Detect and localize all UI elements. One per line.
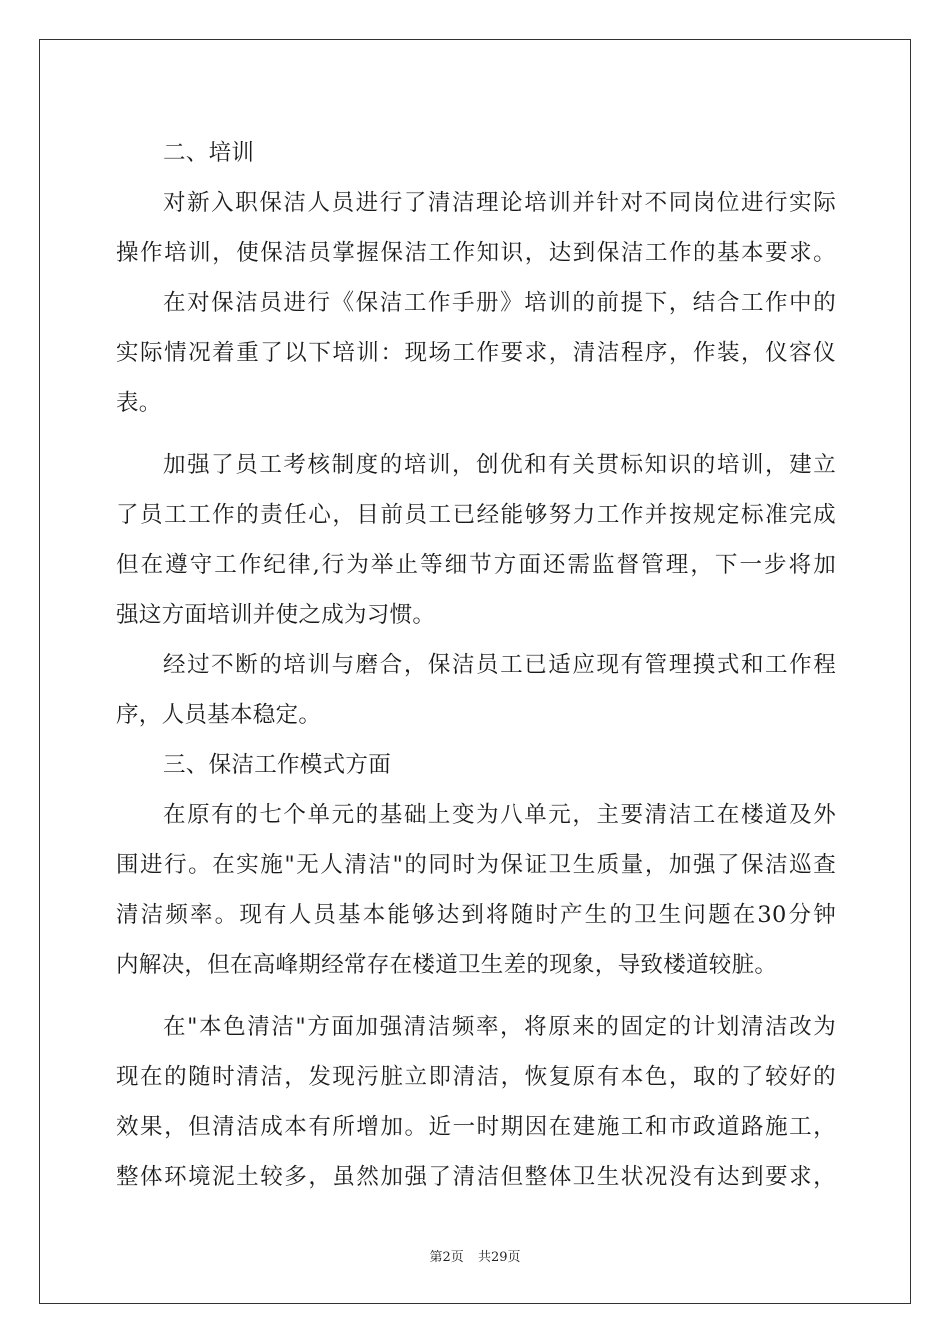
text-line: 内解决，但在高峰期经常存在楼道卫生差的现象，导致楼道较脏。	[116, 952, 778, 978]
paragraph	[116, 278, 836, 428]
text-line: 但在遵守工作纪律,行为举止等细节方面还需监督管理，下一步将加	[116, 552, 836, 578]
text-line: 效果，但清洁成本有所增加。近一时期因在建施工和市政道路施工，	[116, 1114, 836, 1140]
text-line: 在原有的七个单元的基础上变为八单元，主要清洁工在楼道及外	[163, 802, 836, 828]
text-line: 经过不断的培训与磨合，保洁员工已适应现有管理摸式和工作程	[163, 652, 836, 678]
document-body	[116, 128, 836, 1202]
text-line: 围进行。在实施"无人清洁"的同时为保证卫生质量，加强了保洁巡查	[116, 852, 836, 878]
text-line: 在"本色清洁"方面加强清洁频率，将原来的固定的计划清洁改为	[163, 1014, 836, 1040]
text-line: 二、培训	[163, 140, 255, 166]
text-line: 加强了员工考核制度的培训，创优和有关贯标知识的培训，建立	[163, 452, 836, 478]
text-line: 整体环境泥土较多，虽然加强了清洁但整体卫生状况没有达到要求，	[116, 1164, 836, 1190]
text-line: 操作培训，使保洁员掌握保洁工作知识，达到保洁工作的基本要求。	[116, 240, 836, 266]
section-heading	[116, 740, 836, 790]
text-line: 现在的随时清洁，发现污脏立即清洁，恢复原有本色，取的了较好的	[116, 1064, 836, 1090]
paragraph	[116, 440, 836, 640]
total-pages: 共29页	[477, 1250, 521, 1265]
text-line: 在对保洁员进行《保洁工作手册》培训的前提下，结合工作中的	[163, 290, 836, 316]
paragraph	[116, 790, 836, 990]
page-footer	[0, 1246, 950, 1265]
text-line: 表。	[116, 390, 162, 416]
text-line: 清洁频率。现有人员基本能够达到将随时产生的卫生问题在30分钟	[116, 902, 836, 928]
text-line: 对新入职保洁人员进行了清洁理论培训并针对不同岗位进行实际	[163, 190, 836, 216]
text-line: 强这方面培训并使之成为习惯。	[116, 602, 436, 628]
page-number: 第2页	[429, 1250, 464, 1265]
text-line: 了员工工作的责任心，目前员工已经能够努力工作并按规定标准完成	[116, 502, 836, 528]
text-line: 实际情况着重了以下培训：现场工作要求，清洁程序，作装，仪容仪	[116, 340, 836, 366]
paragraph	[116, 178, 836, 278]
paragraph	[116, 640, 836, 740]
section-heading	[116, 128, 836, 178]
text-line: 序，人员基本稳定。	[116, 702, 322, 728]
paragraph	[116, 1002, 836, 1202]
text-line: 三、保洁工作模式方面	[163, 752, 392, 778]
